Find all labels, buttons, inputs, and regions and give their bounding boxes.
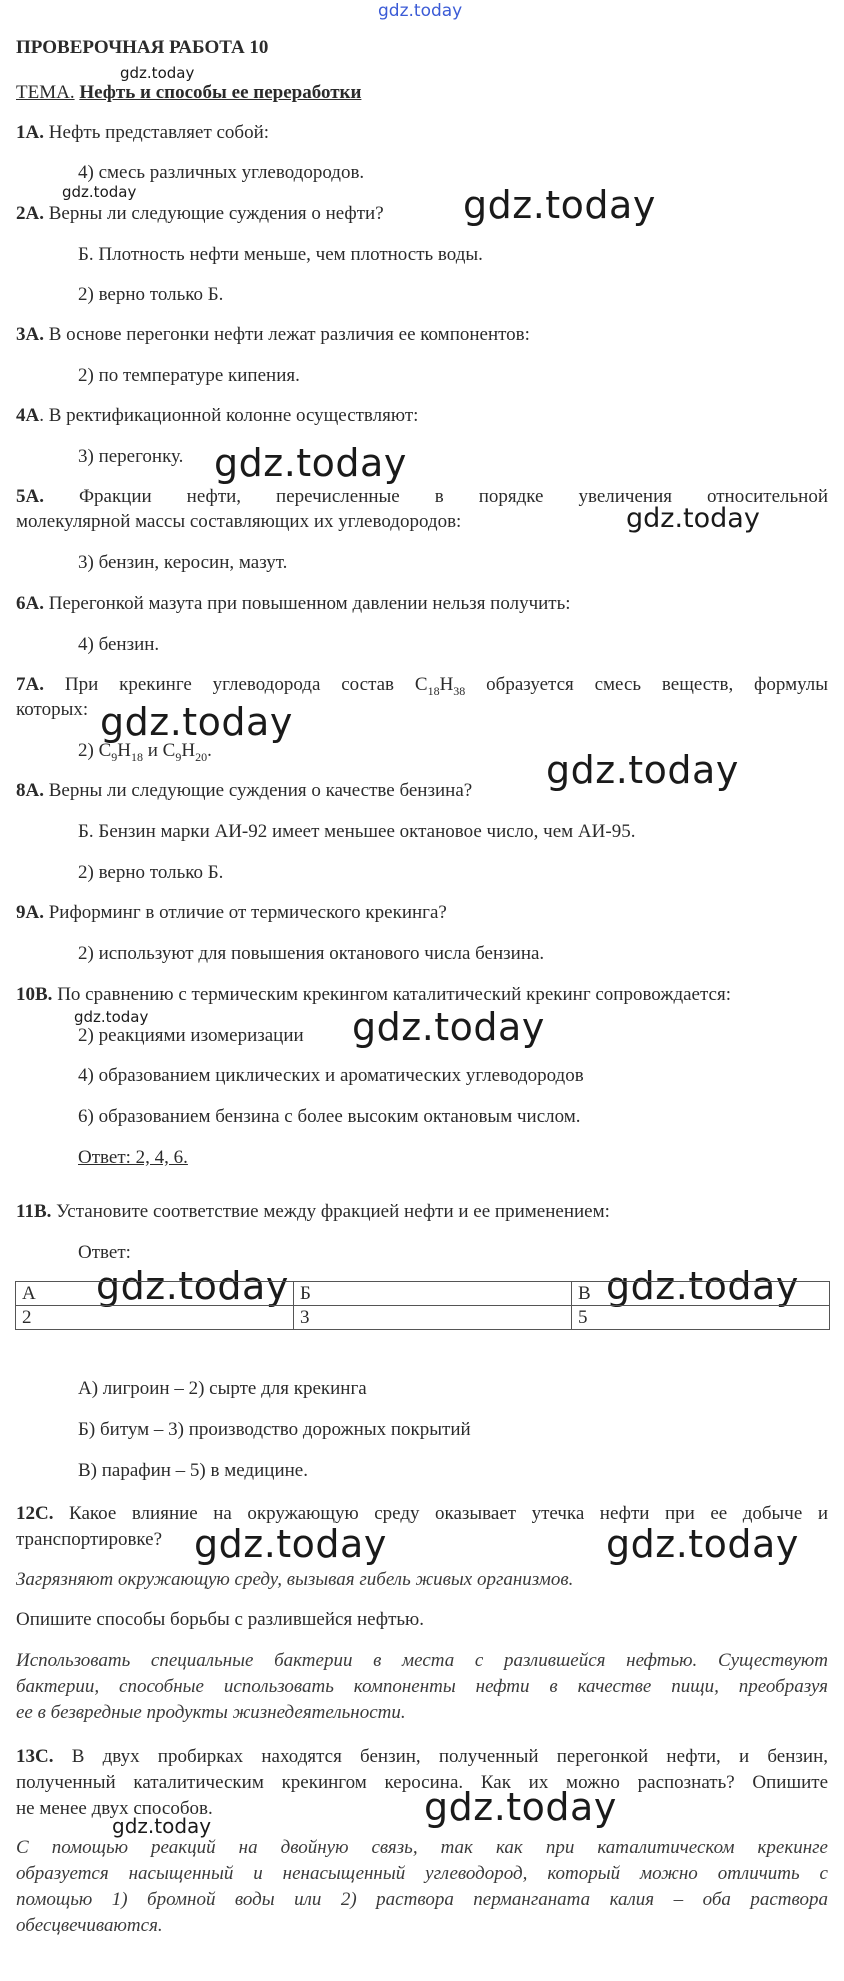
answer-10-final: Ответ: 2, 4, 6. bbox=[78, 1147, 188, 1168]
subscript: 20 bbox=[195, 749, 208, 764]
watermark-medium: gdz.today bbox=[626, 503, 760, 534]
question-13-line: полученный каталитическим крекингом керосина. Как их можно распознать? Опишите bbox=[16, 1772, 828, 1793]
question-text: H bbox=[439, 674, 454, 695]
table-cell: 2 bbox=[16, 1306, 294, 1330]
answer-9: 2) используют для повышения октанового числа бензина. bbox=[78, 943, 545, 964]
table-row bbox=[16, 1282, 830, 1306]
question-5-line1 bbox=[16, 485, 828, 508]
question-6 bbox=[16, 592, 571, 615]
question-13-line: не менее двух способов. bbox=[16, 1798, 213, 1819]
question-7-line1 bbox=[16, 673, 828, 696]
question-text: образуется смесь веществ, формулы bbox=[465, 674, 829, 695]
question-number: 11В. bbox=[16, 1201, 52, 1222]
question-3 bbox=[16, 323, 530, 346]
answer-text: H bbox=[117, 740, 131, 761]
question-text: Фракции нефти, перечисленные в порядке увеличения относительной bbox=[79, 486, 829, 507]
question-number: 10В. bbox=[16, 984, 53, 1005]
watermark-big: gdz.today bbox=[546, 748, 739, 792]
answer-10-item: 6) образованием бензина с более высоким октановым числом. bbox=[78, 1106, 581, 1127]
answer-12b-line: бактерии, способные использовать компоненты нефти в качестве пищи, преобразуя bbox=[16, 1676, 828, 1697]
watermark-big: gdz.today bbox=[424, 1785, 617, 1829]
question-text: В основе перегонки нефти лежат различия ее компонентов: bbox=[48, 324, 530, 345]
watermark-big: gdz.today bbox=[606, 1264, 799, 1308]
question-12-line2: транспортировке? bbox=[16, 1529, 163, 1550]
subscript: 38 bbox=[453, 683, 466, 698]
question-text: Перегонкой мазута при повышенном давлении нельзя получить: bbox=[48, 593, 571, 614]
answer-text: и C bbox=[142, 740, 176, 761]
match-item: А) лигроин – 2) сырте для крекинга bbox=[78, 1378, 367, 1399]
answer-12b-line: Использовать специальные бактерии в места с разлившейся нефтью. Существуют bbox=[16, 1650, 828, 1671]
answer-13-line: образуется насыщенный и ненасыщенный углеводород, который можно отличить с bbox=[16, 1863, 828, 1884]
answer-text: . bbox=[207, 740, 212, 761]
answer-2: 2) верно только Б. bbox=[78, 284, 224, 305]
watermark-big: gdz.today bbox=[96, 1264, 289, 1308]
answer-12: Загрязняют окружающую среду, вызывая гибель живых организмов. bbox=[16, 1569, 574, 1590]
watermark-top: gdz.today bbox=[378, 1, 463, 21]
answer-table bbox=[15, 1281, 830, 1330]
topic-text: Нефть и способы ее переработки bbox=[79, 82, 362, 103]
watermark-small: gdz.today bbox=[62, 183, 137, 201]
watermark-small: gdz.today bbox=[112, 1814, 212, 1838]
answer-13-line: помощью 1) бромной воды или 2) раствора перманганата калия – оба раствора bbox=[16, 1889, 828, 1910]
question-number: 12С. bbox=[16, 1503, 54, 1524]
question-text: Верны ли следующие суждения о нефти? bbox=[48, 203, 384, 224]
question-number: 4А bbox=[16, 405, 40, 426]
page-title: ПРОВЕРОЧНАЯ РАБОТА 10 bbox=[16, 37, 269, 58]
question-number: 6А. bbox=[16, 593, 44, 614]
answer-8: 2) верно только Б. bbox=[78, 862, 224, 883]
answer-text: H bbox=[181, 740, 196, 761]
watermark-big: gdz.today bbox=[463, 183, 656, 227]
answer-3: 2) по температуре кипения. bbox=[78, 365, 300, 386]
question-number: 5А. bbox=[16, 486, 44, 507]
question-text: Установите соответствие между фракцией нефти и ее применением: bbox=[56, 1201, 610, 1222]
table-header-cell: А bbox=[16, 1282, 294, 1306]
answer-13-line: обесцвечиваются. bbox=[16, 1915, 163, 1936]
question-text: В двух пробирках находятся бензин, полученный перегонкой нефти, и бензин, bbox=[71, 1746, 828, 1767]
watermark-small: gdz.today bbox=[74, 1008, 149, 1026]
answer-4: 3) перегонку. bbox=[78, 446, 184, 467]
match-item: В) парафин – 5) в медицине. bbox=[78, 1460, 308, 1481]
watermark-small: gdz.today bbox=[120, 64, 195, 82]
watermark-big: gdz.today bbox=[606, 1522, 799, 1566]
question-text: . В ректификационной колонне осуществляют: bbox=[39, 405, 419, 426]
statement-2: Б. Плотность нефти меньше, чем плотность воды. bbox=[78, 244, 483, 265]
answer-label-11: Ответ: bbox=[78, 1242, 131, 1263]
table-cell: 3 bbox=[294, 1306, 572, 1330]
question-9 bbox=[16, 901, 447, 924]
question-text: Какое влияние на окружающую среду оказывает утечка нефти при ее добыче и bbox=[69, 1503, 828, 1524]
question-8 bbox=[16, 779, 472, 802]
question-number: 2А. bbox=[16, 203, 44, 224]
table-header-cell: В bbox=[572, 1282, 830, 1306]
question-2 bbox=[16, 202, 384, 225]
question-4 bbox=[16, 404, 418, 427]
question-number: 9А. bbox=[16, 902, 44, 923]
answer-10-item: 2) реакциями изомеризации bbox=[78, 1025, 304, 1046]
watermark-big: gdz.today bbox=[100, 700, 293, 744]
table-header-cell: Б bbox=[294, 1282, 572, 1306]
question-5-line2: молекулярной массы составляющих их углеводородов: bbox=[16, 511, 462, 532]
question-number: 7А. bbox=[16, 674, 44, 695]
answer-12b-line: ее в безвредные продукты жизнедеятельности. bbox=[16, 1702, 406, 1723]
question-text: Риформинг в отличие от термического крекинга? bbox=[48, 902, 447, 923]
answer-6: 4) бензин. bbox=[78, 634, 160, 655]
question-11 bbox=[16, 1200, 610, 1223]
subscript: 9 bbox=[175, 749, 182, 764]
subscript: 18 bbox=[427, 683, 440, 698]
answer-1: 4) смесь различных углеводородов. bbox=[78, 162, 365, 183]
answer-text: 2) C bbox=[78, 740, 112, 761]
subscript: 18 bbox=[130, 749, 143, 764]
topic-label: ТЕМА. bbox=[16, 82, 75, 103]
match-item: Б) битум – 3) производство дорожных покрытий bbox=[78, 1419, 471, 1440]
watermark-big: gdz.today bbox=[352, 1005, 545, 1049]
answer-5: 3) бензин, керосин, мазут. bbox=[78, 552, 288, 573]
question-12-line1 bbox=[16, 1502, 828, 1525]
question-text: Нефть представляет собой: bbox=[48, 122, 270, 143]
answer-10-item: 4) образованием циклических и ароматических углеводородов bbox=[78, 1065, 584, 1086]
question-number: 13С. bbox=[16, 1746, 54, 1767]
question-text: При крекинге углеводорода состав C bbox=[64, 674, 428, 695]
subscript: 9 bbox=[111, 749, 118, 764]
question-text: Верны ли следующие суждения о качестве бензина? bbox=[48, 780, 473, 801]
table-cell: 5 bbox=[572, 1306, 830, 1330]
watermark-big: gdz.today bbox=[194, 1522, 387, 1566]
watermark-big: gdz.today bbox=[214, 441, 407, 485]
question-12b: Опишите способы борьбы с разлившейся нефтью. bbox=[16, 1609, 424, 1630]
table-row bbox=[16, 1306, 830, 1330]
answer-13-line: С помощью реакций на двойную связь, так как при каталитическом крекинге bbox=[16, 1837, 828, 1858]
question-13-line1 bbox=[16, 1745, 828, 1768]
question-number: 8А. bbox=[16, 780, 44, 801]
statement-8: Б. Бензин марки АИ-92 имеет меньшее октановое число, чем АИ-95. bbox=[78, 821, 636, 842]
answer-7 bbox=[78, 739, 212, 762]
topic-line bbox=[16, 81, 361, 104]
question-7-line2: которых: bbox=[16, 699, 89, 720]
question-1 bbox=[16, 121, 269, 144]
question-10 bbox=[16, 983, 731, 1006]
question-number: 1А. bbox=[16, 122, 44, 143]
question-number: 3А. bbox=[16, 324, 44, 345]
question-text: По сравнению с термическим крекингом каталитический крекинг сопровождается: bbox=[57, 984, 731, 1005]
